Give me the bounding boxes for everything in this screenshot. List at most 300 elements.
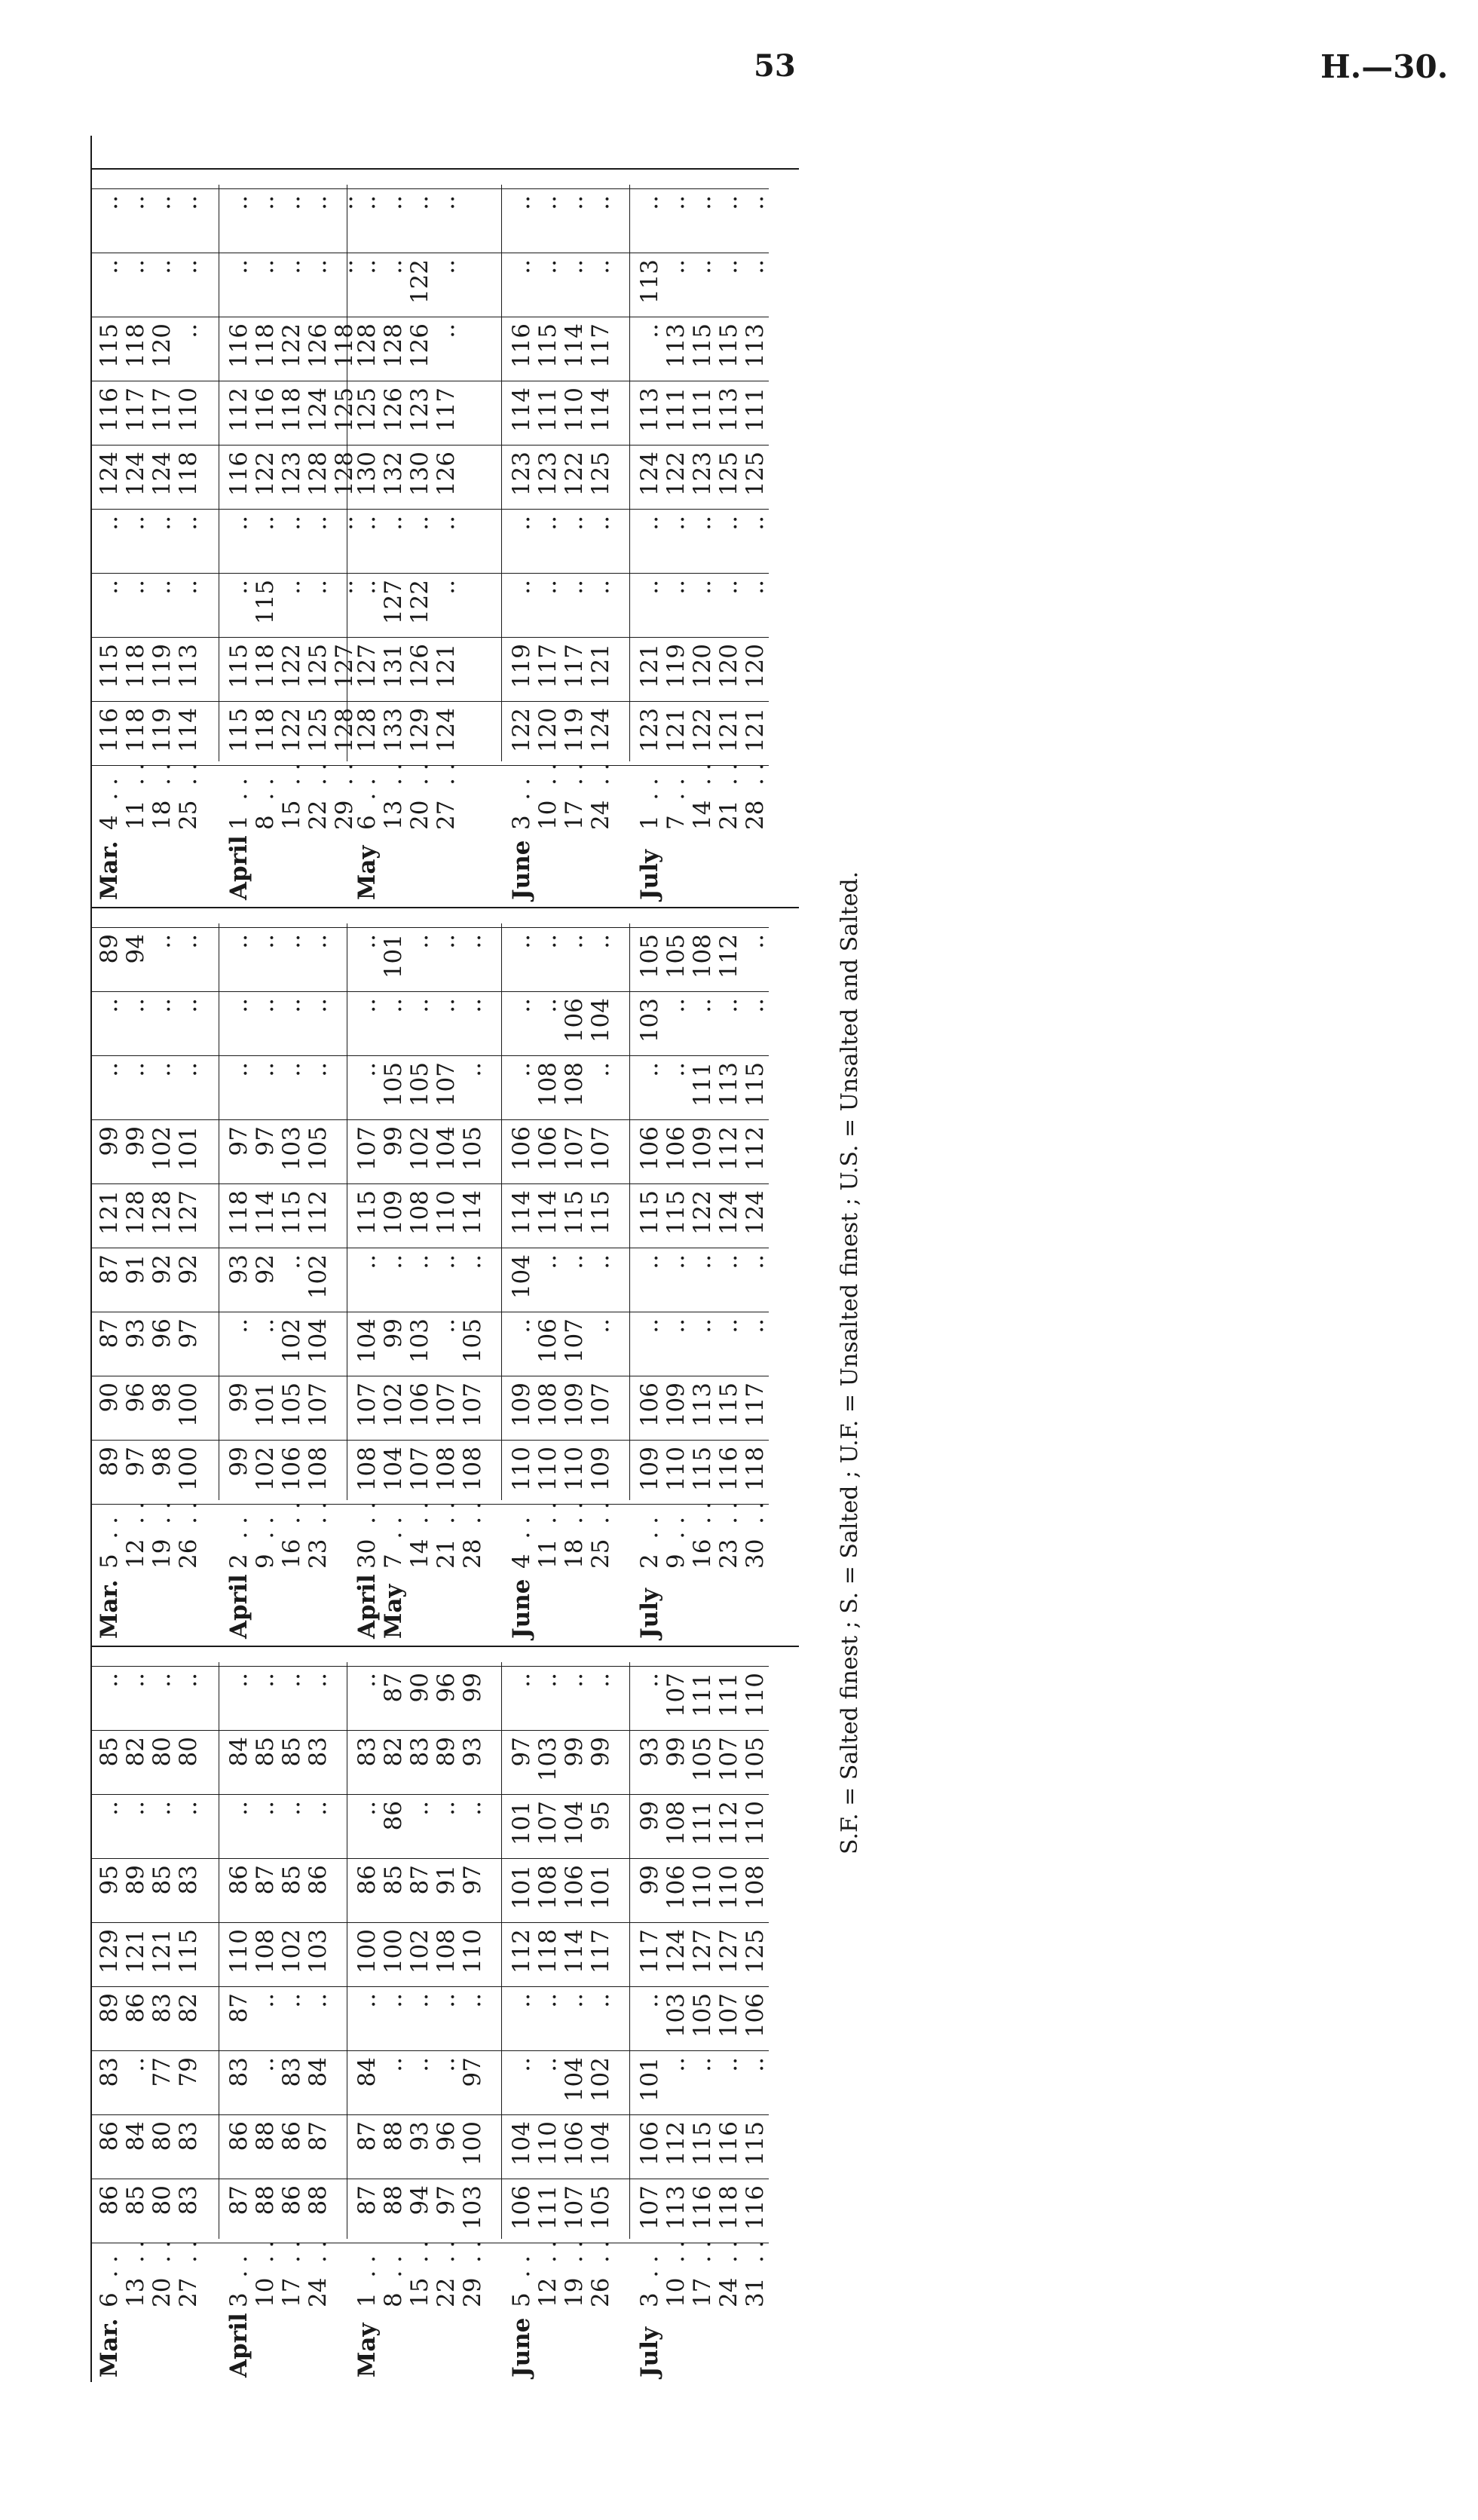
value-cell: 105 xyxy=(459,1318,486,1364)
value-cell: 118 xyxy=(252,323,279,369)
value-cell: .. xyxy=(636,580,663,595)
value-cell: .. xyxy=(353,934,381,949)
value-cell: .. xyxy=(459,998,486,1013)
value-cell: 105 xyxy=(587,2185,614,2231)
value-cell: .. xyxy=(148,934,176,949)
value-cell: 114 xyxy=(561,1929,588,1974)
value-cell: 113 xyxy=(715,387,742,433)
day-cell: 22 . . xyxy=(304,763,332,830)
column-rule xyxy=(90,509,769,510)
value-cell: .. xyxy=(636,1062,663,1077)
value-cell: 113 xyxy=(636,387,663,433)
value-cell: 122 xyxy=(278,323,305,369)
value-cell: 119 xyxy=(561,708,588,753)
day-cell: 1 . . xyxy=(636,778,663,830)
value-cell: 87 xyxy=(225,1993,252,2023)
value-cell: 133 xyxy=(380,708,407,753)
day-cell: 4 . . xyxy=(508,1517,535,1569)
value-cell: 100 xyxy=(380,1929,407,1974)
day-cell: 17 . . xyxy=(689,2240,716,2307)
value-cell: .. xyxy=(433,259,460,274)
value-cell: .. xyxy=(561,934,588,949)
value-cell: 104 xyxy=(561,2057,588,2102)
value-cell: 122 xyxy=(561,452,588,497)
value-cell: 111 xyxy=(689,1801,716,1846)
value-cell: 115 xyxy=(278,1190,305,1236)
day-cell: 9 . . xyxy=(662,1517,690,1569)
value-cell: 88 xyxy=(380,2185,407,2215)
month-label: July xyxy=(636,2327,663,2378)
value-cell: 122 xyxy=(508,708,535,753)
value-cell: .. xyxy=(561,1993,588,2008)
day-cell: 12 . . xyxy=(122,1502,149,1569)
value-cell: .. xyxy=(331,516,358,531)
value-cell: 91 xyxy=(433,1865,460,1895)
value-cell: .. xyxy=(508,1993,535,2008)
value-cell: .. xyxy=(353,516,381,531)
value-cell: .. xyxy=(278,1673,305,1688)
value-cell: .. xyxy=(406,1801,433,1816)
value-cell: .. xyxy=(304,1062,332,1077)
value-cell: .. xyxy=(459,1062,486,1077)
value-cell: 110 xyxy=(508,1447,535,1492)
value-cell: 87 xyxy=(380,1673,407,1703)
value-cell: 106 xyxy=(508,1126,535,1171)
value-cell: .. xyxy=(534,580,562,595)
day-cell: 20 . . xyxy=(148,2240,176,2307)
value-cell: 101 xyxy=(636,2057,663,2102)
value-cell: .. xyxy=(689,516,716,531)
value-cell: .. xyxy=(534,1993,562,2008)
value-cell: 128 xyxy=(331,452,358,497)
value-cell: 103 xyxy=(304,1929,332,1974)
value-cell: .. xyxy=(96,195,123,210)
value-cell: .. xyxy=(175,580,202,595)
value-cell: 106 xyxy=(636,2121,663,2166)
value-cell: .. xyxy=(225,998,252,1013)
value-cell: 122 xyxy=(278,708,305,753)
value-cell: 113 xyxy=(662,323,690,369)
value-cell: .. xyxy=(225,580,252,595)
value-cell: 99 xyxy=(225,1447,252,1477)
value-cell: 128 xyxy=(380,323,407,369)
value-cell: .. xyxy=(508,2057,535,2072)
day-cell: 2 . . xyxy=(636,1517,663,1569)
value-cell: 114 xyxy=(252,1190,279,1236)
value-cell: 93 xyxy=(225,1254,252,1284)
value-cell: 104 xyxy=(561,1801,588,1846)
value-cell: 118 xyxy=(122,323,149,369)
value-cell: .. xyxy=(148,1673,176,1688)
value-cell: 124 xyxy=(742,1190,769,1236)
value-cell: 110 xyxy=(534,1447,562,1492)
value-cell: 127 xyxy=(175,1190,202,1236)
day-cell: 19 . . xyxy=(561,2240,588,2307)
value-cell: 99 xyxy=(380,1318,407,1349)
day-cell: 24 . . xyxy=(587,763,614,830)
value-cell: 107 xyxy=(636,2185,663,2231)
value-cell: .. xyxy=(252,195,279,210)
value-cell: 105 xyxy=(742,1737,769,1782)
value-cell: .. xyxy=(353,195,381,210)
value-cell: 114 xyxy=(459,1190,486,1236)
group-rule xyxy=(629,923,630,1500)
column-rule xyxy=(90,188,769,189)
value-cell: .. xyxy=(304,516,332,531)
value-cell: .. xyxy=(715,2057,742,2072)
day-cell: 27 . . xyxy=(433,763,460,830)
day-cell: 28 . . xyxy=(459,1502,486,1569)
value-cell: 107 xyxy=(304,1382,332,1428)
column-rule xyxy=(90,2050,769,2051)
value-cell: 107 xyxy=(587,1126,614,1171)
value-cell: .. xyxy=(304,195,332,210)
value-cell: 80 xyxy=(175,1737,202,1767)
month-label: June xyxy=(508,1578,535,1639)
month-label: Mar. xyxy=(96,2318,123,2378)
value-cell: 85 xyxy=(278,1865,305,1895)
value-cell: 107 xyxy=(715,1993,742,2038)
month-label: April xyxy=(225,835,252,900)
value-cell: 123 xyxy=(689,452,716,497)
value-cell: 125 xyxy=(304,708,332,753)
value-cell: 85 xyxy=(252,1737,279,1767)
value-cell: .. xyxy=(433,580,460,595)
value-cell: 126 xyxy=(433,452,460,497)
value-cell: 86 xyxy=(380,1801,407,1831)
value-cell: 108 xyxy=(353,1447,381,1492)
value-cell: 120 xyxy=(742,644,769,689)
value-cell: .. xyxy=(433,2057,460,2072)
value-cell: 99 xyxy=(662,1737,690,1767)
value-cell: .. xyxy=(380,1254,407,1269)
day-cell: 21 . . xyxy=(715,763,742,830)
value-cell: 116 xyxy=(225,452,252,497)
day-cell: 7 . . xyxy=(662,778,690,830)
value-cell: 112 xyxy=(715,1126,742,1171)
value-cell: 116 xyxy=(508,323,535,369)
value-cell: 107 xyxy=(459,1382,486,1428)
value-cell: 106 xyxy=(534,1126,562,1171)
value-cell: .. xyxy=(534,934,562,949)
value-cell: 115 xyxy=(742,1062,769,1107)
value-cell: .. xyxy=(304,1993,332,2008)
value-cell: .. xyxy=(561,1254,588,1269)
value-cell: .. xyxy=(380,2057,407,2072)
value-cell: 118 xyxy=(122,644,149,689)
value-cell: 100 xyxy=(459,2121,486,2166)
value-cell: .. xyxy=(175,998,202,1013)
value-cell: 115 xyxy=(96,644,123,689)
value-cell: .. xyxy=(433,934,460,949)
value-cell: .. xyxy=(380,516,407,531)
day-cell: 3 . . xyxy=(508,778,535,830)
column-rule xyxy=(90,2114,769,2115)
value-cell: 80 xyxy=(148,2121,176,2151)
value-cell: 83 xyxy=(278,2057,305,2087)
column-rule xyxy=(90,1922,769,1923)
group-rule xyxy=(501,1662,502,2239)
value-cell: .. xyxy=(148,516,176,531)
panel-divider xyxy=(90,1646,799,1647)
value-cell: 83 xyxy=(175,2185,202,2215)
value-cell: .. xyxy=(331,259,358,274)
value-cell: 119 xyxy=(148,644,176,689)
value-cell: 99 xyxy=(96,1126,123,1156)
value-cell: 87 xyxy=(353,2185,381,2215)
value-cell: 121 xyxy=(662,708,690,753)
value-cell: .. xyxy=(459,1993,486,2008)
value-cell: .. xyxy=(636,516,663,531)
value-cell: 109 xyxy=(587,1447,614,1492)
value-cell: 105 xyxy=(380,1062,407,1107)
value-cell: 110 xyxy=(561,1447,588,1492)
value-cell: 84 xyxy=(122,2121,149,2151)
day-cell: 1 . . xyxy=(353,2255,381,2307)
value-cell: 89 xyxy=(122,1865,149,1895)
value-cell: 92 xyxy=(148,1254,176,1284)
value-cell: .. xyxy=(225,259,252,274)
month-label: April xyxy=(353,1574,381,1639)
day-cell: 6 . . xyxy=(353,778,381,830)
value-cell: 115 xyxy=(175,1929,202,1974)
value-cell: 108 xyxy=(689,934,716,979)
value-cell: 116 xyxy=(715,1447,742,1492)
value-cell: .. xyxy=(662,580,690,595)
value-cell: 120 xyxy=(715,644,742,689)
value-cell: 116 xyxy=(225,323,252,369)
value-cell: 102 xyxy=(406,1929,433,1974)
value-cell: 120 xyxy=(148,323,176,369)
value-cell: 100 xyxy=(353,1929,381,1974)
value-cell: 83 xyxy=(225,2057,252,2087)
value-cell: 99 xyxy=(561,1737,588,1767)
value-cell: .. xyxy=(122,998,149,1013)
value-cell: 121 xyxy=(433,644,460,689)
value-cell: 121 xyxy=(96,1190,123,1236)
value-cell: 91 xyxy=(122,1254,149,1284)
value-cell: 94 xyxy=(122,934,149,964)
value-cell: .. xyxy=(715,1318,742,1333)
day-cell: 15 . . xyxy=(278,763,305,830)
value-cell: 116 xyxy=(689,2185,716,2231)
value-cell: 114 xyxy=(508,387,535,433)
value-cell: 112 xyxy=(662,2121,690,2166)
value-cell: 121 xyxy=(148,1929,176,1974)
value-cell: 115 xyxy=(715,1382,742,1428)
value-cell: .. xyxy=(742,934,769,949)
value-cell: 93 xyxy=(636,1737,663,1767)
value-cell: 118 xyxy=(331,323,358,369)
day-cell: 11 . . xyxy=(122,763,149,830)
value-cell: 101 xyxy=(587,1865,614,1910)
value-cell: .. xyxy=(304,1801,332,1816)
value-cell: .. xyxy=(508,1062,535,1077)
value-cell: 99 xyxy=(459,1673,486,1703)
value-cell: 82 xyxy=(122,1737,149,1767)
value-cell: .. xyxy=(662,2057,690,2072)
column-rule xyxy=(90,573,769,574)
value-cell: .. xyxy=(278,259,305,274)
column-rule xyxy=(90,1986,769,1987)
value-cell: 88 xyxy=(304,2185,332,2215)
value-cell: 106 xyxy=(561,2121,588,2166)
value-cell: 116 xyxy=(742,2185,769,2231)
value-cell: 112 xyxy=(715,1801,742,1846)
value-cell: .. xyxy=(225,516,252,531)
day-cell: 12 . . xyxy=(534,2240,562,2307)
day-cell: 29 . . xyxy=(459,2240,486,2307)
value-cell: 107 xyxy=(561,2185,588,2231)
value-cell: 124 xyxy=(122,452,149,497)
value-cell: 102 xyxy=(252,1447,279,1492)
value-cell: 122 xyxy=(406,259,433,305)
value-cell: .. xyxy=(587,1673,614,1688)
value-cell: .. xyxy=(742,1318,769,1333)
value-cell: 111 xyxy=(715,1673,742,1718)
column-rule xyxy=(90,1183,769,1184)
value-cell: 126 xyxy=(304,323,332,369)
value-cell: .. xyxy=(689,580,716,595)
value-cell: 124 xyxy=(715,1190,742,1236)
value-cell: .. xyxy=(304,580,332,595)
month-label: May xyxy=(353,2323,381,2378)
value-cell: 109 xyxy=(689,1126,716,1171)
value-cell: .. xyxy=(662,1062,690,1077)
value-cell: 85 xyxy=(148,1865,176,1895)
value-cell: .. xyxy=(96,580,123,595)
value-cell: 117 xyxy=(561,644,588,689)
value-cell: 130 xyxy=(353,452,381,497)
value-cell: 87 xyxy=(353,2121,381,2151)
day-cell: 3 . . xyxy=(636,2255,663,2307)
value-cell: 110 xyxy=(715,1865,742,1910)
value-cell: 85 xyxy=(122,2185,149,2215)
day-cell: 23 . . xyxy=(304,1502,332,1569)
value-cell: 125 xyxy=(331,387,358,433)
value-cell: .. xyxy=(508,195,535,210)
value-cell: 93 xyxy=(406,2121,433,2151)
day-cell: 19 . . xyxy=(148,1502,176,1569)
value-cell: .. xyxy=(636,1993,663,2008)
value-cell: 125 xyxy=(353,387,381,433)
value-cell: 113 xyxy=(742,323,769,369)
value-cell: .. xyxy=(459,934,486,949)
value-cell: 123 xyxy=(278,452,305,497)
value-cell: .. xyxy=(636,323,663,338)
value-cell: 128 xyxy=(331,708,358,753)
value-cell: 108 xyxy=(534,1865,562,1910)
value-cell: .. xyxy=(175,516,202,531)
value-cell: 119 xyxy=(148,708,176,753)
value-cell: 106 xyxy=(662,1126,690,1171)
day-cell: 9 . . xyxy=(252,1517,279,1569)
value-cell: 127 xyxy=(715,1929,742,1974)
value-cell: 100 xyxy=(175,1447,202,1492)
day-cell: 1 . . xyxy=(225,778,252,830)
value-cell: 127 xyxy=(353,644,381,689)
value-cell: 104 xyxy=(508,1254,535,1300)
value-cell: 118 xyxy=(122,708,149,753)
value-cell: .. xyxy=(278,195,305,210)
value-cell: .. xyxy=(406,195,433,210)
group-rule xyxy=(501,923,502,1500)
value-cell: 124 xyxy=(304,387,332,433)
value-cell: .. xyxy=(148,1062,176,1077)
value-cell: 102 xyxy=(380,1382,407,1428)
value-cell: .. xyxy=(278,1801,305,1816)
value-cell: .. xyxy=(225,195,252,210)
value-cell: .. xyxy=(587,259,614,274)
value-cell: 115 xyxy=(689,323,716,369)
value-cell: 124 xyxy=(587,708,614,753)
value-cell: 118 xyxy=(534,1929,562,1974)
value-cell: 126 xyxy=(406,644,433,689)
value-cell: .. xyxy=(122,195,149,210)
value-cell: 82 xyxy=(175,1993,202,2023)
value-cell: 100 xyxy=(175,1382,202,1428)
value-cell: 117 xyxy=(587,1929,614,1974)
value-cell: .. xyxy=(278,580,305,595)
group-rule xyxy=(629,185,630,761)
value-cell: 118 xyxy=(225,1190,252,1236)
value-cell: .. xyxy=(252,516,279,531)
value-cell: 85 xyxy=(96,1737,123,1767)
value-cell: 92 xyxy=(252,1254,279,1284)
month-label: Mar. xyxy=(96,1579,123,1639)
value-cell: .. xyxy=(508,259,535,274)
value-cell: .. xyxy=(252,259,279,274)
column-rule xyxy=(90,991,769,992)
value-cell: .. xyxy=(331,580,358,595)
day-cell: 18 . . xyxy=(148,763,176,830)
column-rule xyxy=(90,1730,769,1731)
value-cell: 113 xyxy=(689,1382,716,1428)
value-cell: 124 xyxy=(636,452,663,497)
value-cell: 83 xyxy=(353,1737,381,1767)
value-cell: 106 xyxy=(561,1865,588,1910)
value-cell: 88 xyxy=(380,2121,407,2151)
value-cell: .. xyxy=(122,1673,149,1688)
value-cell: 104 xyxy=(304,1318,332,1364)
column-rule xyxy=(90,927,769,928)
value-cell: .. xyxy=(278,934,305,949)
value-cell: 106 xyxy=(508,2185,535,2231)
value-cell: 118 xyxy=(252,708,279,753)
value-cell: 106 xyxy=(636,1126,663,1171)
value-cell: 121 xyxy=(587,644,614,689)
month-label: July xyxy=(636,1588,663,1639)
value-cell: .. xyxy=(662,516,690,531)
group-rule xyxy=(629,1662,630,2239)
value-cell: 86 xyxy=(353,1865,381,1895)
value-cell: .. xyxy=(353,580,381,595)
value-cell: 107 xyxy=(534,1801,562,1846)
value-cell: .. xyxy=(715,516,742,531)
value-cell: 126 xyxy=(380,387,407,433)
day-cell: 14 . . xyxy=(406,1502,433,1569)
value-cell: 99 xyxy=(225,1382,252,1413)
value-cell: 85 xyxy=(380,1865,407,1895)
value-cell: 116 xyxy=(715,2121,742,2166)
value-cell: .. xyxy=(96,998,123,1013)
value-cell: 101 xyxy=(380,934,407,979)
value-cell: .. xyxy=(331,195,358,210)
value-cell: 116 xyxy=(96,387,123,433)
value-cell: .. xyxy=(534,516,562,531)
value-cell: .. xyxy=(252,1993,279,2008)
value-cell: 107 xyxy=(406,1447,433,1492)
